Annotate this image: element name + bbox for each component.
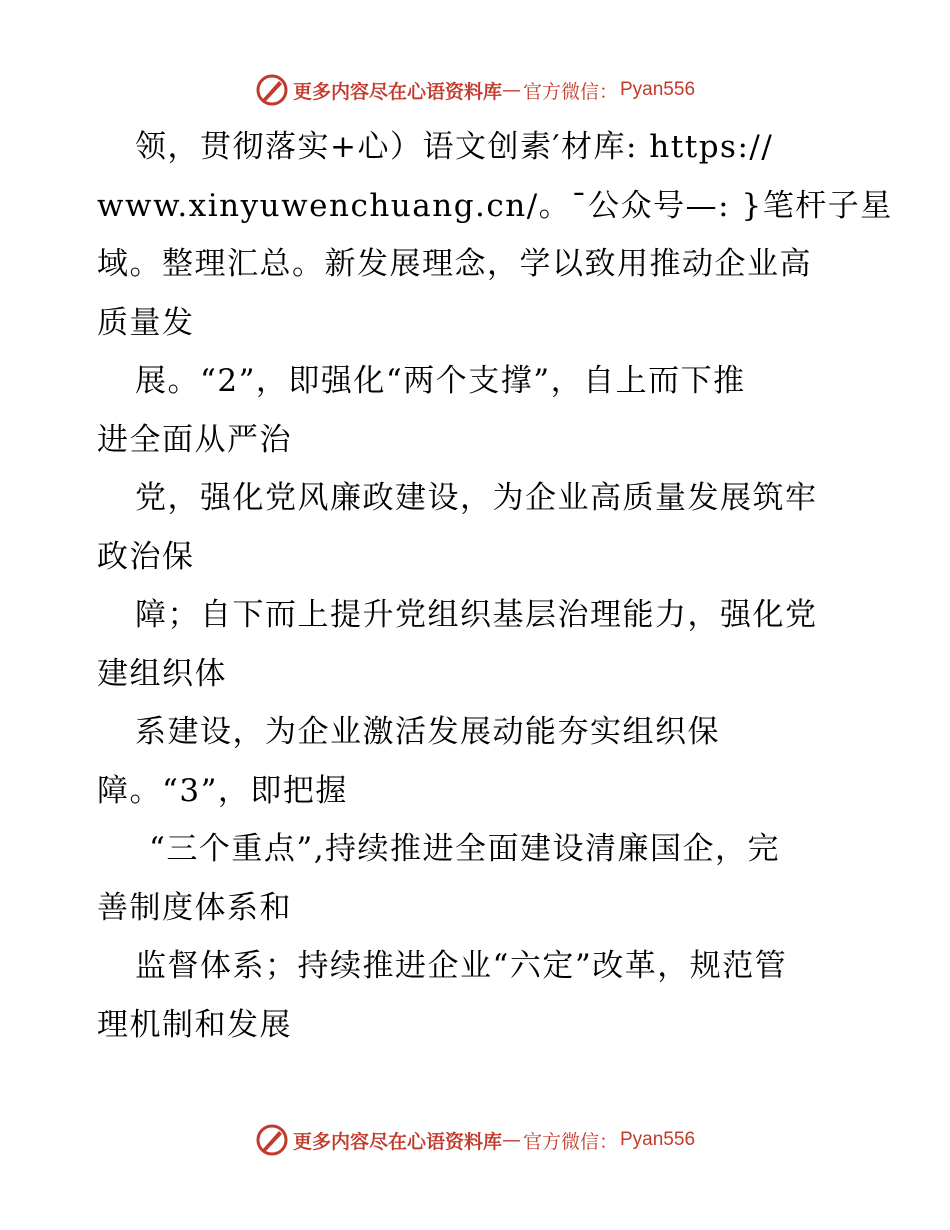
header-banner (0, 70, 950, 110)
body-line: 进全面从严治 (97, 421, 292, 458)
body-line: 质量发 (97, 304, 195, 341)
body-line: 理机制和发展 (97, 1006, 292, 1043)
body-line: 障。“3”，即把握 (97, 772, 348, 809)
body-line: 领，贯彻落实+心）语文创素′材库: https:// (135, 129, 774, 165)
banner-main-text: 更多内容尽在心语资料库 (292, 80, 502, 103)
banner-main-text: 更多内容尽在心语资料库 (292, 1130, 502, 1153)
banner-dash: — (501, 79, 521, 101)
banner-dash: — (501, 1129, 521, 1151)
body-line: 监督体系；持续推进企业“六定”改革，规范管 (135, 948, 788, 984)
banner-handle: Pyan556 (620, 79, 696, 100)
body-line: 善制度体系和 (97, 889, 292, 926)
body-line: 展。“2”，即强化“两个支撑”，自上而下推 (135, 363, 746, 399)
body-line: 域。整理汇总。新发展理念，学以致用推动企业高 (97, 246, 812, 282)
banner-handle: Pyan556 (620, 1129, 696, 1150)
quill-logo-icon (255, 1123, 289, 1157)
body-line: 建组织体 (97, 655, 227, 692)
footer-banner (0, 1120, 950, 1160)
banner-sub-text: 官方微信： (522, 80, 618, 103)
body-line: 障；自下而上提升党组织基层治理能力，强化党 (135, 597, 818, 633)
body-line: 政治保 (97, 538, 195, 575)
body-line: www.xinyuwenchuang.cn/。¯公众号—: }笔杆子星 (97, 187, 893, 224)
banner-sub-text: 官方微信： (522, 1130, 618, 1153)
body-line: 系建设，为企业激活发展动能夯实组织保 (135, 714, 720, 750)
document-body (97, 118, 893, 1054)
quill-logo-icon (255, 73, 289, 107)
body-line: “三个重点”,持续推进全面建设清廉国企，完 (149, 831, 781, 867)
body-line: 党，强化党风廉政建设，为企业高质量发展筑牢 (135, 480, 818, 516)
